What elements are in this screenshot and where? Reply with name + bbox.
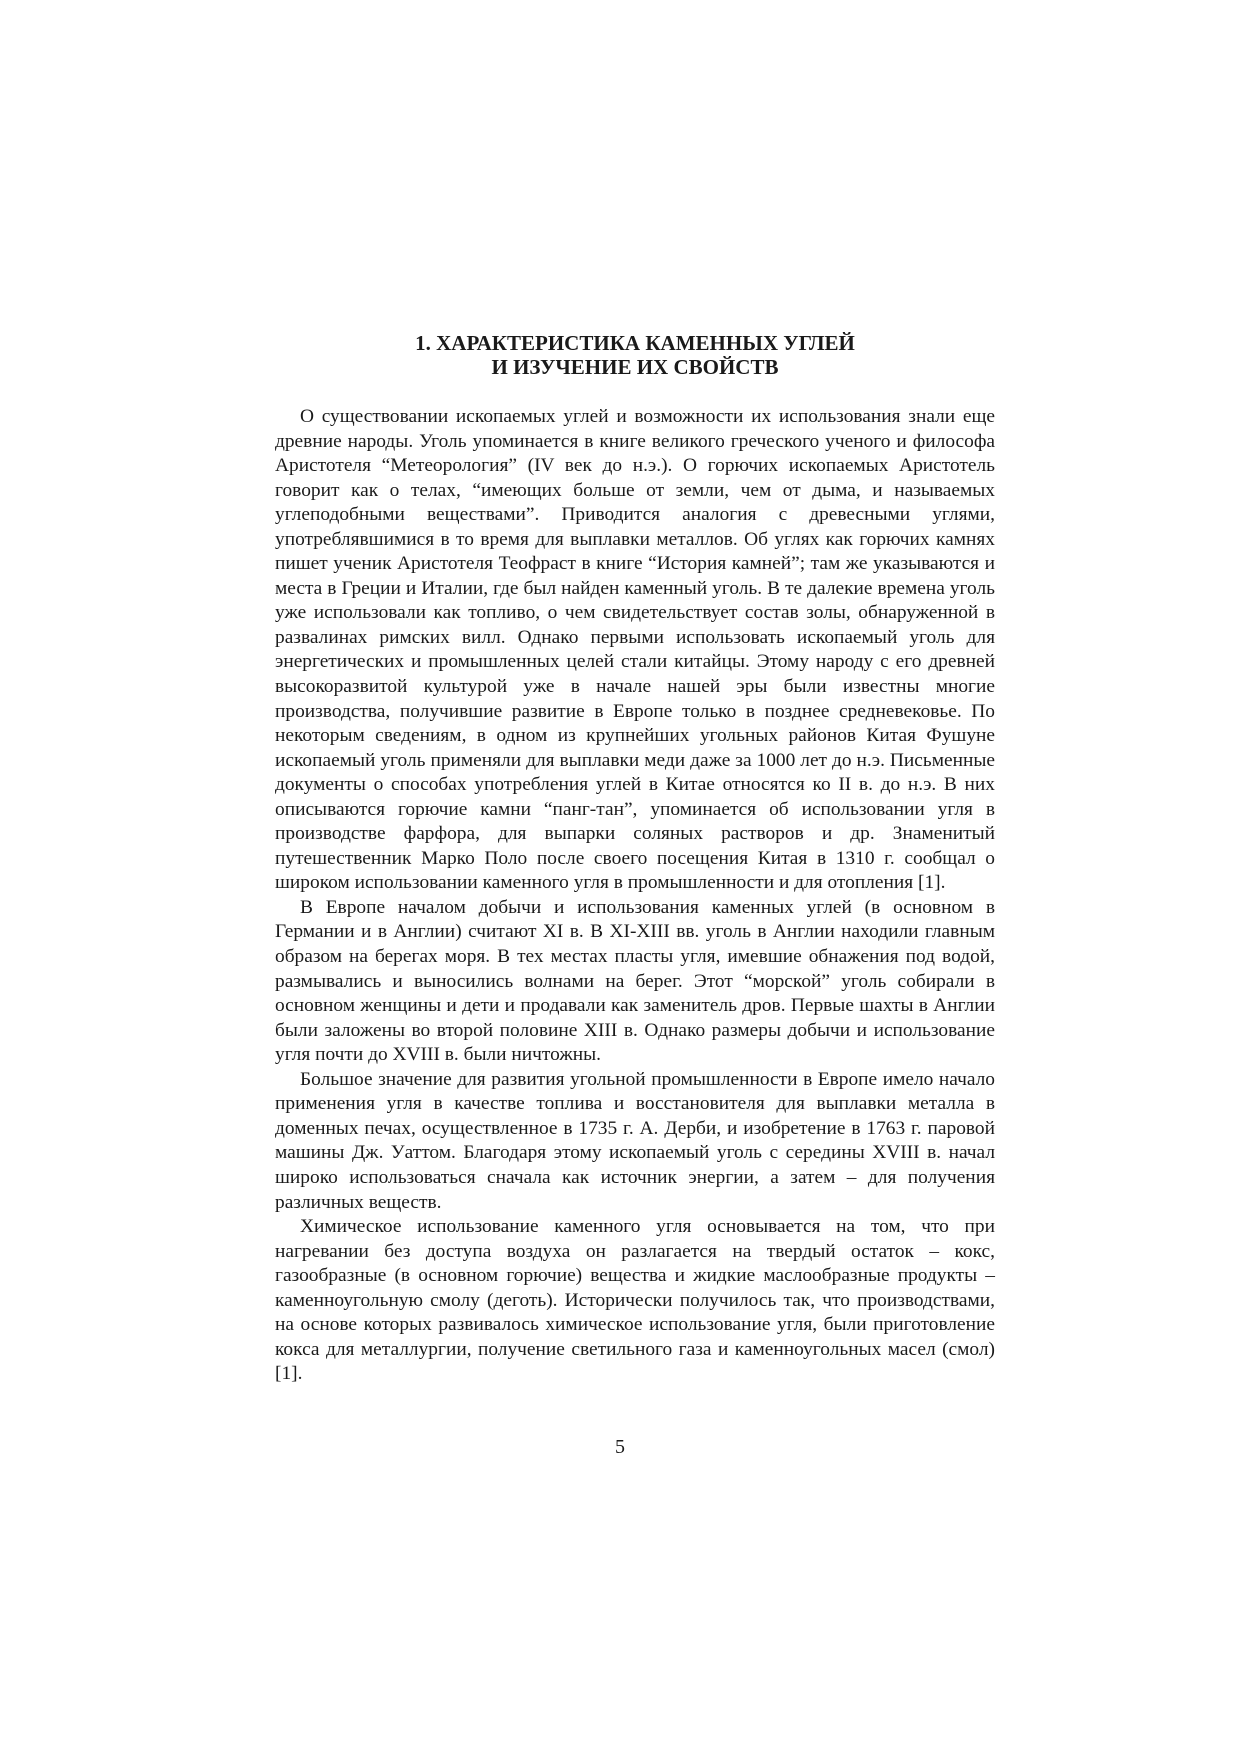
paragraph-chemical-use: Химическое использование каменного угля основывается на том, что при нагревании без доступа воздуха он разлагается на твердый остаток – кокс, газообразные (в основном горючие) вещества и жидкие маслообразные продукты – каменноугольную смолу (деготь). Исторически получилось так, что производствами, на основе которых развивалось химическое использование угля, были приготовление кокса для металлургии, получение светильного газа и каменноугольных масел (смол) [1]. <box>275 1216 995 1385</box>
page-number: 5 <box>615 1436 625 1458</box>
chapter-title <box>295 331 975 379</box>
body-text <box>275 405 995 1387</box>
chapter-title-line-2: И ИЗУЧЕНИЕ ИХ СВОЙСТВ <box>491 355 779 379</box>
paragraph-industrial-use: Большое значение для развития угольной промышленности в Европе имело начало применения угля в качестве топлива и восстановителя для выплавки металла в доменных печах, осуществленное в 1735 г. А. Дерби, и изобретение в 1763 г. паровой машины Дж. Уаттом. Благодаря этому ископаемый уголь с середины XVIII в. начал широко использоваться сначала как источник энергии, а затем – для получения различных веществ. <box>275 1068 995 1213</box>
paragraph-europe-mining: В Европе началом добычи и использования каменных углей (в основном в Германии и в Англии) считают XI в. В XI-XIII вв. уголь в Англии находили главным образом на берегах моря. В тех местах пласты угля, имевшие обнажения под водой, размывались и выносились волнами на берег. Этот “морской” уголь собирали в основном женщины и дети и продавали как заменитель дров. Первые шахты в Англии были заложены во второй половине XIII в. Однако размеры добычи и использование угля почти до XVIII в. были ничтожны. <box>275 896 995 1066</box>
chapter-title-line-1: 1. ХАРАКТЕРИСТИКА КАМЕННЫХ УГЛЕЙ <box>415 331 855 355</box>
paragraph-ancient-history: О существовании ископаемых углей и возможности их использования знали еще древние народы. Уголь упоминается в книге великого греческого ученого и философа Аристотеля “Метеорология” (IV век до н.э.). О горючих ископаемых Аристотель говорит как о телах, “имеющих больше от земли, чем от дыма, и называемых углеподобными веществами”. Приводится аналогия с древесными углями, употреблявшимися в то время для выплавки металлов. Об углях как горючих камнях пишет ученик Аристотеля Теофраст в книге “История камней”; там же указываются и места в Греции и Италии, где был найден каменный уголь. В те далекие времена уголь уже использовали как топливо, о чем свидетельствует состав золы, обнаруженной в развалинах римских вилл. Однако первыми использовать ископаемый уголь для энергетических и промышленных целей стали китайцы. Этому народу с его древней высокоразвитой культурой уже в начале нашей эры были известны многие производства, получившие развитие в Европе только в позднее средневековье. По некоторым сведениям, в одном из крупнейших угольных районов Китая Фушуне ископаемый уголь применяли для выплавки меди даже за 1000 лет до н.э. Письменные документы о способах употребления углей в Китае относятся ко II в. до н.э. В них описываются горючие камни “панг-тан”, упоминается об использовании угля в производстве фарфора, для выпарки соляных растворов и др. Знаменитый путешественник Марко Поло после своего посещения Китая в 1310 г. сообщал о широком использовании каменного угля в промышленности и для отопления [1]. <box>275 406 995 894</box>
